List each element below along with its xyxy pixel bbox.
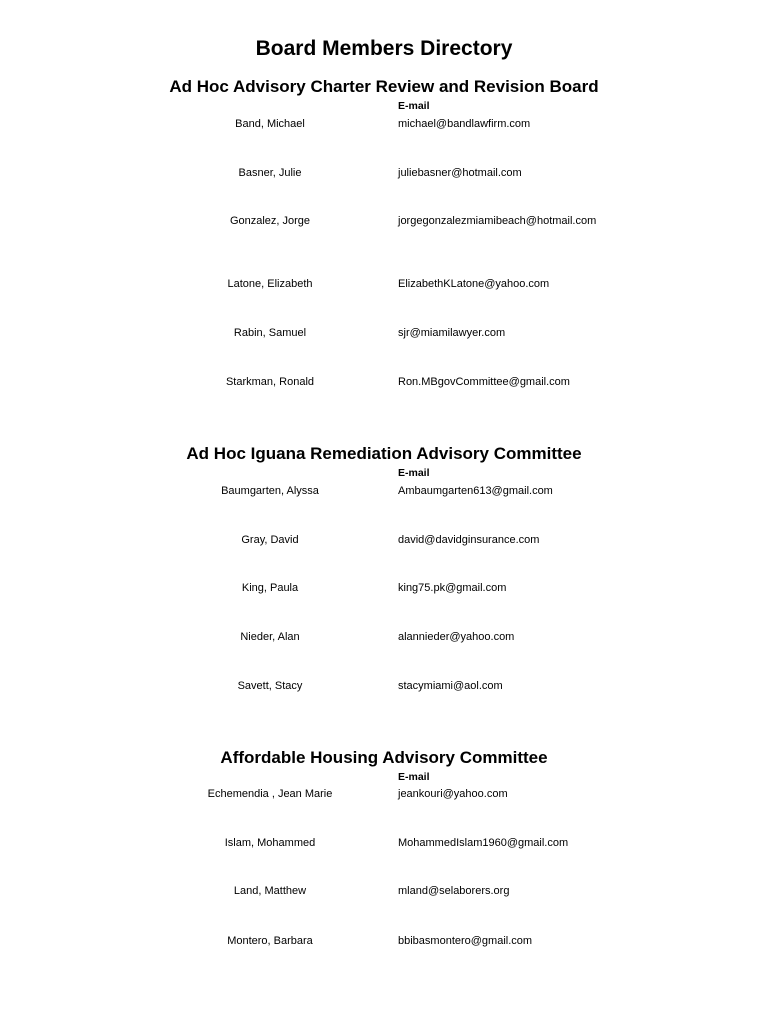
member-email-link[interactable]: ElizabethKLatone@yahoo.com bbox=[398, 278, 550, 290]
member-name: Gray, David bbox=[241, 534, 299, 546]
member-name: Savett, Stacy bbox=[237, 680, 303, 692]
member-email-link[interactable]: sjr@miamilawyer.com bbox=[398, 327, 506, 339]
member-name: Montero, Barbara bbox=[227, 935, 313, 947]
member-name: Baumgarten, Alyssa bbox=[221, 485, 319, 497]
member-email-link[interactable]: king75.pk@gmail.com bbox=[398, 582, 507, 594]
section-iguana-remediation-committee bbox=[0, 443, 768, 703]
section-charter-review-board bbox=[0, 76, 768, 406]
member-name: Band, Michael bbox=[235, 118, 305, 130]
member-row bbox=[0, 786, 768, 802]
member-row bbox=[0, 933, 768, 949]
member-email-link[interactable]: stacymiami@aol.com bbox=[398, 680, 503, 692]
member-row bbox=[0, 629, 768, 645]
member-row bbox=[0, 532, 768, 548]
member-row bbox=[0, 116, 768, 132]
member-email-link[interactable]: juliebasner@hotmail.com bbox=[398, 167, 522, 179]
member-row bbox=[0, 165, 768, 181]
section-affordable-housing-committee bbox=[0, 747, 768, 957]
member-email-link[interactable]: jorgegonzalezmiamibeach@hotmail.com bbox=[398, 215, 597, 227]
member-email-link[interactable]: jeankouri@yahoo.com bbox=[398, 788, 508, 800]
member-email-link[interactable]: alannieder@yahoo.com bbox=[398, 631, 515, 643]
member-email-link[interactable]: Ron.MBgovCommittee@gmail.com bbox=[398, 376, 570, 388]
email-column-header: E-mail bbox=[398, 100, 430, 112]
member-row bbox=[0, 213, 768, 229]
member-row bbox=[0, 580, 768, 596]
member-name: Starkman, Ronald bbox=[225, 376, 315, 388]
member-email-link[interactable]: mland@selaborers.org bbox=[398, 885, 510, 897]
section-title: Ad Hoc Iguana Remediation Advisory Committee bbox=[186, 444, 582, 463]
member-email-link[interactable]: david@davidginsurance.com bbox=[398, 534, 540, 546]
member-row bbox=[0, 483, 768, 499]
member-email-link[interactable]: MohammedIslam1960@gmail.com bbox=[398, 837, 569, 849]
member-name: Gonzalez, Jorge bbox=[229, 215, 311, 227]
member-email-link[interactable]: bbibasmontero@gmail.com bbox=[398, 935, 533, 947]
member-row bbox=[0, 276, 768, 292]
member-row bbox=[0, 835, 768, 851]
member-name: Echemendia , Jean Marie bbox=[207, 788, 333, 800]
page-title: Board Members Directory bbox=[255, 37, 513, 60]
member-row bbox=[0, 325, 768, 341]
member-name: Land, Matthew bbox=[233, 885, 307, 897]
member-email-link[interactable]: Ambaumgarten613@gmail.com bbox=[398, 485, 553, 497]
member-email-link[interactable]: michael@bandlawfirm.com bbox=[398, 118, 531, 130]
member-row bbox=[0, 883, 768, 899]
email-column-header: E-mail bbox=[398, 771, 430, 783]
member-name: Latone, Elizabeth bbox=[227, 278, 313, 290]
section-title: Ad Hoc Advisory Charter Review and Revision Board bbox=[169, 77, 599, 96]
member-name: Basner, Julie bbox=[238, 167, 302, 179]
member-name: Rabin, Samuel bbox=[233, 327, 307, 339]
member-row bbox=[0, 678, 768, 694]
member-row bbox=[0, 374, 768, 390]
member-name: Nieder, Alan bbox=[240, 631, 300, 643]
section-title: Affordable Housing Advisory Committee bbox=[220, 748, 548, 767]
member-name: Islam, Mohammed bbox=[224, 837, 316, 849]
member-name: King, Paula bbox=[241, 582, 299, 594]
email-column-header: E-mail bbox=[398, 467, 430, 479]
